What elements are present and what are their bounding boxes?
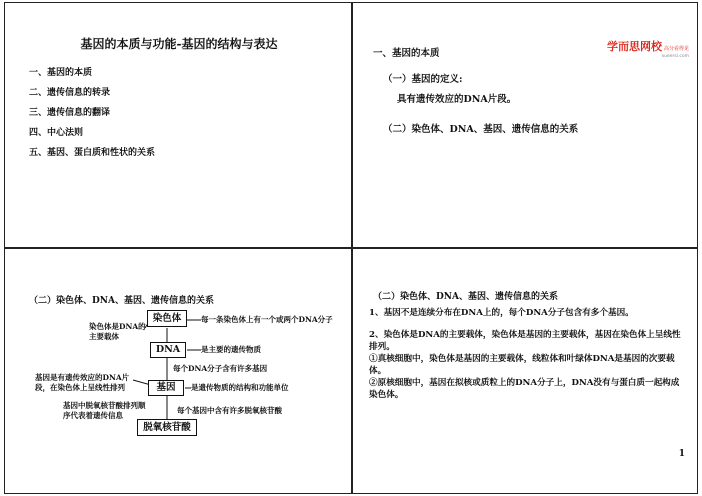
outline-item-5: 五、基因、蛋白质和性状的关系 — [29, 148, 156, 158]
paragraph-2: 2、染色体是DNA的主要载体，染色体是基因的主要载体，基因在染色体上呈线性排列。 — [369, 330, 681, 352]
paragraph-3: ①真核细胞中，染色体是基因的主要载体，线粒体和叶绿体DNA是基因的次要载体。 — [369, 354, 675, 376]
label-order-1: 基因中脱氧核苷酸排列顺 — [63, 401, 146, 410]
outline-item-2: 二、遗传信息的转录 — [29, 88, 111, 98]
brand-logo — [607, 35, 689, 59]
node-chromosome: 染色体 — [147, 310, 187, 327]
slide-3 — [4, 248, 352, 494]
slide-1 — [4, 2, 352, 248]
gene-definition-heading: （一）基因的定义: — [383, 74, 463, 85]
relationship-heading: （二）染色体、DNA、基因、遗传信息的关系 — [383, 124, 579, 135]
outline-item-3: 三、遗传信息的翻译 — [29, 108, 111, 118]
slide1-title: 基因的本质与功能-基因的结构与表达 — [80, 37, 278, 51]
page-number: 1 — [678, 449, 685, 459]
label-many-genes: 每个DNA分子含有许多基因 — [173, 364, 268, 373]
logo-text: 学而思网校 — [606, 40, 662, 53]
label-gene-definition-2: 段，在染色体上呈线性排列 — [35, 383, 125, 392]
slide3-heading: （二）染色体、DNA、基因、遗传信息的关系 — [29, 296, 215, 306]
slide-2 — [352, 2, 698, 248]
logo-slogan: 高分看得见 — [663, 46, 689, 52]
slide4-heading: （二）染色体、DNA、基因、遗传信息的关系 — [373, 292, 559, 302]
outline-item-1: 一、基因的本质 — [29, 68, 93, 78]
label-gene-unit: 是遗传物质的结构和功能单位 — [191, 383, 289, 392]
node-dna: DNA — [150, 342, 186, 358]
node-gene: 基因 — [148, 380, 184, 396]
label-chrom-carrier-2: 主要载体 — [89, 332, 119, 341]
outline-item-4: 四、中心法则 — [29, 128, 84, 138]
paragraph-1: 1、基因不是连续分布在DNA上的，每个DNA分子包含有多个基因。 — [369, 308, 634, 318]
slide2-heading: 一、基因的本质 — [373, 48, 440, 59]
logo-url: xueersi.com — [661, 54, 689, 59]
paragraph-4: ②原核细胞中，基因在拟核或质粒上的DNA分子上，DNA没有与蛋白质一起构成染色体。 — [369, 378, 680, 400]
label-many-nucleotides: 每个基因中含有许多脱氧核苷酸 — [177, 406, 282, 415]
label-order-2: 序代表着遗传信息 — [63, 411, 123, 420]
node-nucleotide: 脱氧核苷酸 — [137, 419, 197, 436]
slide-4 — [352, 248, 698, 494]
label-one-or-two-dna: 每一条染色体上有一个或两个DNA分子 — [201, 315, 333, 324]
label-gene-definition-1: 基因是有遗传效应的DNA片 — [35, 373, 130, 382]
gene-definition-text: 具有遗传效应的DNA片段。 — [397, 94, 517, 105]
label-chrom-carrier-1: 染色体是DNA的 — [89, 322, 146, 331]
label-dna-main-genetic: 是主要的遗传物质 — [201, 345, 261, 354]
